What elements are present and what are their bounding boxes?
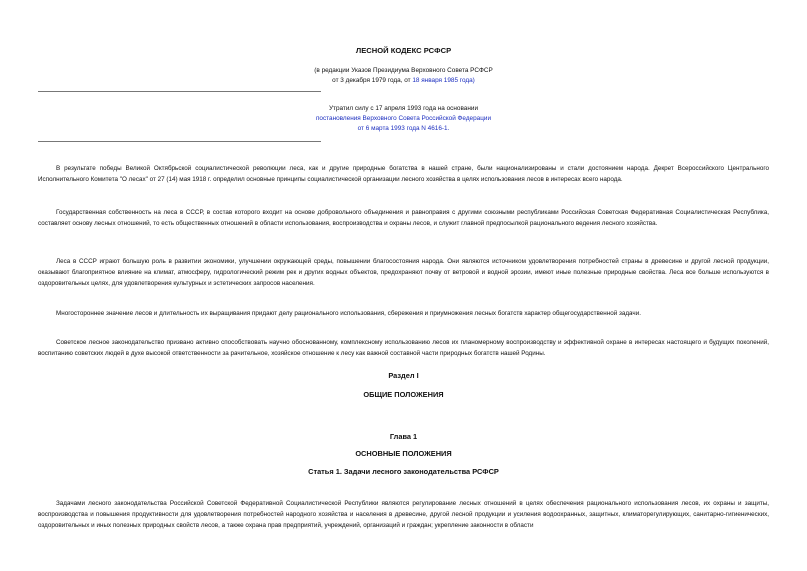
- preamble-paragraph-1: В результате победы Великой Октябрьской социалистической революции леса, как и другие природные богатства в нашей стране, были национализированы и стали достоянием народа. Декрет Всероссийского Центрального Исполнительного Комитета "О лесах" от 27 (14) мая 1918 г. определил основные принципы социалистической организации лесного хозяйства в целях использования лесов в интересах всего народа.: [38, 165, 769, 183]
- expired-note-line1: Утратил силу с 17 апреля 1993 года на основании: [328, 105, 479, 112]
- section-title: ОБЩИЕ ПОЛОЖЕНИЯ: [363, 390, 444, 399]
- edition-note-line2: [0, 76, 807, 86]
- edition-date-link[interactable]: 18 января 1985 года): [412, 77, 475, 84]
- divider: [38, 91, 321, 92]
- document-title: ЛЕСНОЙ КОДЕКС РСФСР: [355, 46, 452, 55]
- edition-note-line1: (в редакции Указов Президиума Верховного Совета РСФСР: [314, 67, 493, 74]
- chapter-title: ОСНОВНЫЕ ПОЛОЖЕНИЯ: [355, 449, 452, 458]
- section-number: Раздел I: [388, 371, 419, 380]
- chapter-number: Глава 1: [389, 432, 418, 441]
- preamble-paragraph-4: Многостороннее значение лесов и длительность их выращивания придают делу рационального использования, сбережения и приумножения лесных богатств характер общегосударственной задачи.: [56, 310, 641, 317]
- edition-note-date-text: от 3 декабря 1979 года, от: [332, 77, 413, 84]
- repeal-resolution-link[interactable]: постановления Верховного Совета Российской Федерации: [315, 115, 492, 122]
- preamble-paragraph-5: Советское лесное законодательство призвано активно способствовать научно обоснованному, комплексному использованию лесов их планомерному воспроизводству и эффективной охране в интересах настоящего и будущих поколений, воспитанию советских людей в духе высокой ответственности за рачительное, хозяйское отношение к лесу как важной составной части природных богатств нашей Родины.: [38, 339, 769, 357]
- article-heading: Статья 1. Задачи лесного законодательства РСФСР: [308, 467, 499, 476]
- repeal-resolution-date-link[interactable]: от 6 марта 1993 года N 4616-1.: [357, 125, 450, 132]
- preamble-paragraph-3: Леса в СССР играют большую роль в развитии экономики, улучшении окружающей среды, повышении благосостояния народа. Они являются источником удовлетворения потребностей страны в древесине и другой лесной продукции, оказывают благоприятное влияние на климат, атмосферу, гидрологический режим рек и других водных объектов, предохраняют почву от ветровой и водной эрозии, имеют иные полезные природные свойства. Леса все больше используются в оздоровительных целях, для удовлетворения культурных и эстетических запросов населения.: [38, 258, 769, 287]
- divider: [38, 141, 321, 142]
- preamble-paragraph-2: Государственная собственность на леса в СССР, в состав которого входит на основе добровольного объединения и равноправия с другими союзными республиками Российская Советская Федеративная Социалистическая Республика, составляет основу лесных отношений, то есть общественных отношений в области использования, воспроизводства и охраны лесов, и служит главной предпосылкой рационального ведения лесного хозяйства.: [38, 209, 769, 227]
- article-1-text: Задачами лесного законодательства Российской Советской Федеративной Социалистической Республики являются регулирование лесных отношений в целях обеспечения рационального использования лесов, их охраны и защиты, воспроизводства и повышения продуктивности для удовлетворения потребностей народного хозяйства и населения в древесине, другой лесной продукции и усиления водоохранных, защитных, климаторегулирующих, санитарно-гигиенических, оздоровительных и иных полезных природных свойств лесов, а также охрана прав предприятий, учреждений, организаций и граждан; укрепление законности в области: [38, 500, 769, 529]
